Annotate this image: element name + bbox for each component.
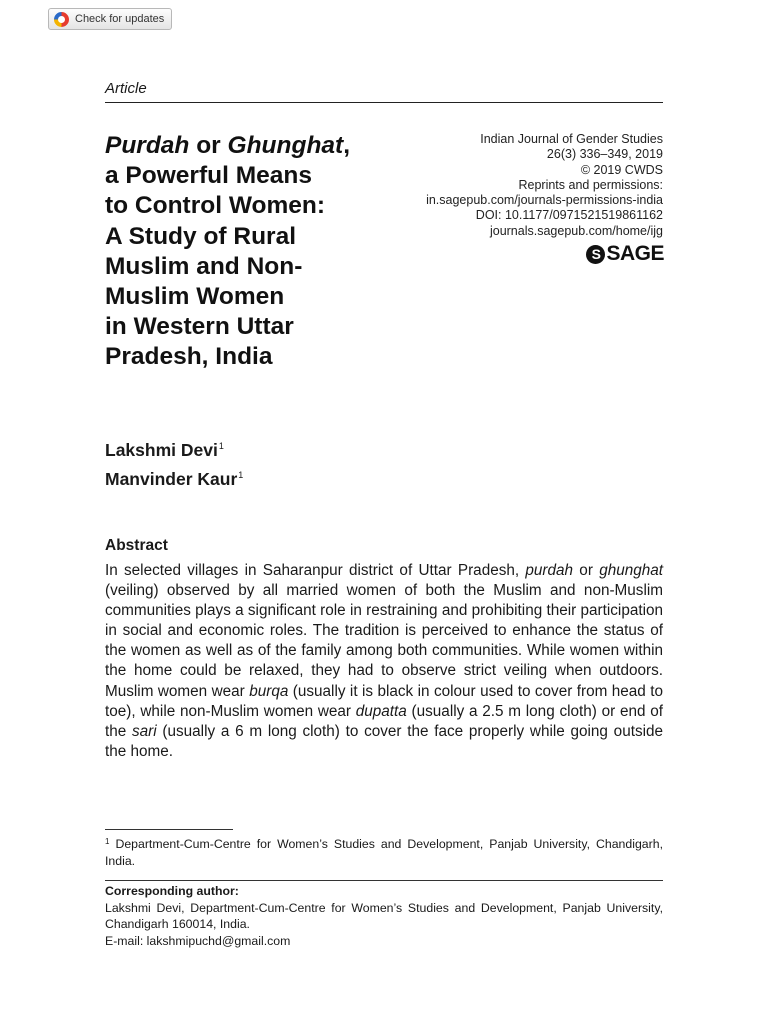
corresponding-address: Lakshmi Devi, Department-Cum-Centre for Women’s Studies and Development, Panjab University, Chandigarh 160014, India. xyxy=(105,900,663,931)
check-for-updates-label: Check for updates xyxy=(75,13,165,25)
publisher-logo xyxy=(586,242,664,266)
corresponding-author xyxy=(105,883,663,949)
title-line: Pradesh, India xyxy=(105,343,273,371)
title-line: Purdah or Ghunghat, xyxy=(105,132,351,159)
reprints-link[interactable]: in.sagepub.com/journals-permissions-india xyxy=(426,193,663,208)
affiliation-mark: 1 xyxy=(218,441,224,451)
affiliation-footnote: $^1$ Department-Cum-Centre for Women’s Studies and Development, Panjab University, Chandigarh, India. xyxy=(105,837,663,868)
title-line: A Study of Rural xyxy=(105,222,297,250)
article-title xyxy=(105,131,395,373)
title-line: a Powerful Means xyxy=(105,162,312,190)
corresponding-heading: Corresponding author: xyxy=(105,884,239,898)
title-line: to Control Women: xyxy=(105,192,326,220)
doi-link[interactable]: DOI: 10.1177/0971521519861162 xyxy=(475,208,663,223)
author-name: Lakshmi Devi$^1$ xyxy=(105,440,224,460)
abstract-text: In selected villages in Saharanpur district of Uttar Pradesh, purdah or ghunghat (veiling) observed by all married women of both the Muslim and non-Muslim communities plays a significant role in restraining and prohibiting their participation in social and economic roles. The tradition is perceived to enhance the status of the women as well as of the family among both communities. While women within the home could be relaxed, they had to observe strict veiling when outdoors. Muslim women wear burqa (usually it is black in colour used to cover from head to toe), while non-Muslim women wear dupatta (usually a 2.5 m long cloth) or end of the sari (usually a 6 m long cloth) to cover the face properly while going outside the home. xyxy=(105,562,664,760)
journal-info xyxy=(426,132,663,239)
author-name: Manvinder Kaur$^1$ xyxy=(105,469,244,489)
article-type-label: Article xyxy=(105,80,147,97)
journal-copyright: © 2019 CWDS xyxy=(580,162,663,177)
title-line: in Western Uttar xyxy=(105,313,294,341)
footnote-rule xyxy=(105,829,233,830)
title-line: Muslim Women xyxy=(105,283,285,311)
sage-logo-icon: S xyxy=(586,245,605,264)
header-rule xyxy=(105,102,663,103)
journal-citation: 26(3) 336–349, 2019 xyxy=(546,147,663,162)
journal-name: Indian Journal of Gender Studies xyxy=(480,132,663,146)
check-for-updates-button[interactable] xyxy=(48,8,172,30)
corresponding-rule xyxy=(105,880,663,881)
reprints-label: Reprints and permissions: xyxy=(518,177,663,192)
publisher-name: SAGE xyxy=(606,242,664,265)
title-line: Muslim and Non- xyxy=(105,252,303,280)
abstract-heading: Abstract xyxy=(105,537,168,554)
corresponding-email[interactable]: E-mail: lakshmipuchd@gmail.com xyxy=(105,933,291,948)
crossmark-icon xyxy=(54,12,69,27)
affiliation-mark: 1 xyxy=(238,470,244,480)
journal-homepage-link[interactable]: journals.sagepub.com/home/ijg xyxy=(489,223,663,238)
